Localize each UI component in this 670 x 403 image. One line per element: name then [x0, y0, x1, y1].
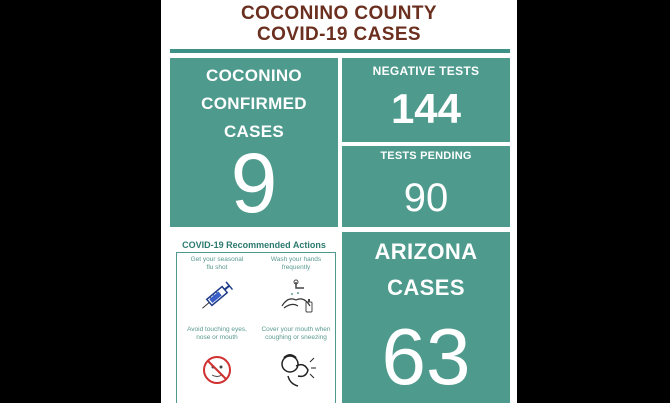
action-cover-cough-line-2: coughing or sneezing: [265, 334, 327, 341]
action-wash-hands-line-2: frequently: [281, 264, 311, 271]
arizona-cases-label: [342, 234, 510, 306]
tests-pending-label: TESTS PENDING: [380, 150, 472, 162]
negative-tests-panel: [342, 58, 510, 142]
arizona-label-line-2: CASES: [387, 275, 465, 300]
action-cover-cough-line-1: Cover your mouth when: [261, 326, 331, 333]
poster-title: [161, 3, 517, 45]
confirmed-label-line-1: COCONINO: [206, 66, 302, 85]
title-divider: [170, 49, 510, 53]
arizona-label-line-1: ARIZONA: [374, 239, 478, 264]
tests-pending-value: 90: [403, 176, 449, 220]
action-avoid-touching: [178, 326, 256, 390]
covid-poster: [161, 0, 517, 403]
action-cover-cough: [257, 326, 335, 390]
action-avoid-touching-line-1: Avoid touching eyes,: [187, 326, 247, 333]
arizona-cases-panel: [342, 232, 510, 403]
action-wash-hands: [257, 256, 335, 316]
action-avoid-touching-line-2: nose or mouth: [196, 334, 238, 341]
hand-wash-icon: [274, 276, 318, 316]
confirmed-label-line-2: CONFIRMED: [201, 94, 307, 113]
action-flu-shot-line-1: Get your seasonal: [190, 256, 244, 263]
arizona-cases-value: 63: [381, 312, 471, 401]
confirmed-cases-value: 9: [230, 136, 278, 230]
negative-tests-value: 144: [390, 85, 462, 132]
action-flu-shot-line-2: flu shot: [206, 264, 228, 271]
confirmed-cases-panel: [170, 58, 338, 230]
confirmed-cases-label: [170, 62, 338, 146]
recommended-actions: [170, 240, 338, 403]
recommended-actions-grid: [176, 252, 336, 403]
title-line-2: COVID-19 CASES: [257, 24, 421, 45]
title-line-1: COCONINO COUNTY: [241, 3, 437, 24]
no-touch-face-icon: [195, 346, 239, 390]
action-wash-hands-line-1: Wash your hands: [270, 256, 322, 263]
negative-tests-label: NEGATIVE TESTS: [372, 64, 480, 78]
action-flu-shot: [178, 256, 256, 316]
tests-pending-panel: [342, 146, 510, 227]
syringe-icon: [195, 276, 239, 316]
recommended-actions-title: COVID-19 Recommended Actions: [182, 240, 326, 250]
confirmed-label-line-3: CASES: [223, 122, 285, 141]
cough-cover-icon: [274, 346, 318, 390]
